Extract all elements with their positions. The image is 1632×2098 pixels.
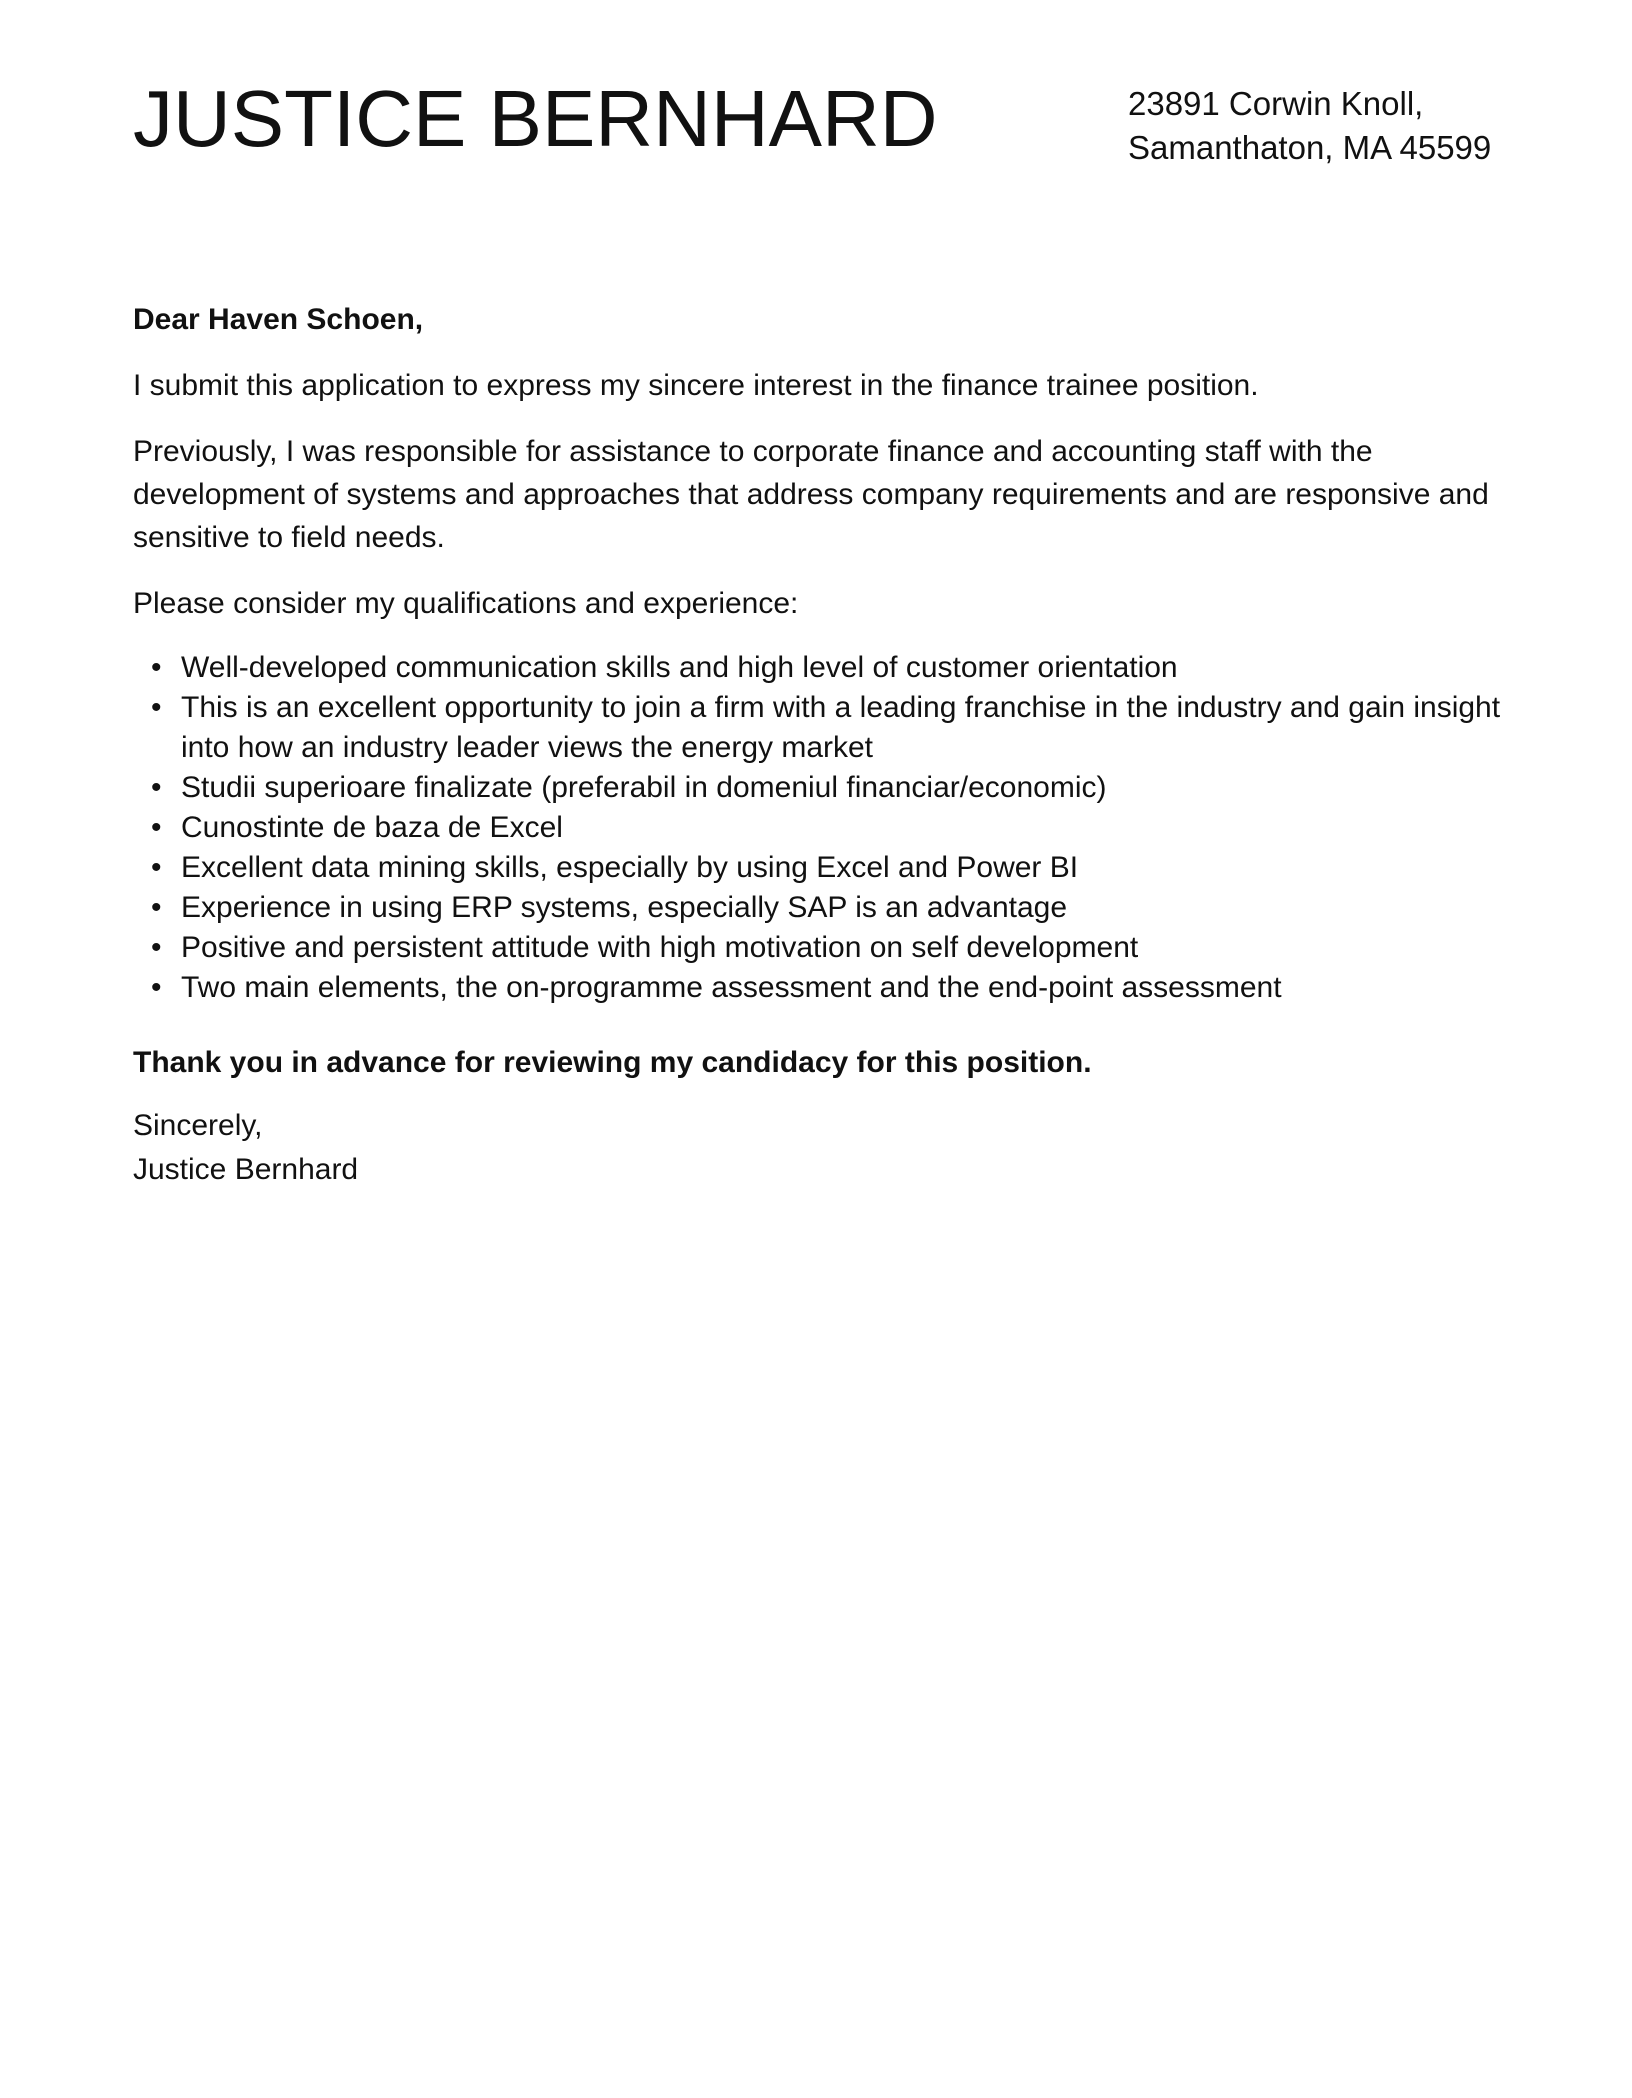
address-line-2: Samanthaton, MA 45599 (1128, 129, 1492, 166)
greeting: Dear Haven Schoen, (133, 303, 424, 336)
list-item: • Positive and persistent attitude with high motivation on self development (181, 928, 1513, 968)
letter-body (133, 298, 1513, 1192)
signature-name: Justice Bernhard (133, 1153, 359, 1186)
list-item: • Cunostinte de baza de Excel (181, 808, 1513, 848)
applicant-name: JUSTICE BERNHARD (133, 74, 938, 163)
closing-sentence: Thank you in advance for reviewing my candidacy for this position. (133, 1046, 1092, 1079)
experience-paragraph: Previously, I was responsible for assistance to corporate finance and accounting staff with the development of systems and approaches that address company requirements and are responsive and sensitive to field needs. (133, 435, 1489, 554)
signoff: Sincerely, (133, 1109, 263, 1142)
list-item: • This is an excellent opportunity to join a firm with a leading franchise in the industry and gain insight into how an industry leader views the energy market (181, 688, 1513, 768)
qualifications-lead: Please consider my qualifications and experience: (133, 587, 799, 620)
address-line-1: 23891 Corwin Knoll, (1128, 85, 1424, 122)
list-item: • Two main elements, the on-programme assessment and the end-point assessment (181, 968, 1513, 1008)
intro-paragraph: I submit this application to express my sincere interest in the finance trainee position. (133, 369, 1259, 402)
qualifications-list (133, 648, 1513, 1008)
list-item: • Studii superioare finalizate (preferabil in domeniul financiar/economic) (181, 768, 1513, 808)
list-item: • Well-developed communication skills and high level of customer orientation (181, 648, 1513, 688)
signoff-block (133, 1104, 1513, 1192)
applicant-address (1128, 82, 1491, 170)
list-item: • Excellent data mining skills, especially by using Excel and Power BI (181, 848, 1513, 888)
list-item: • Experience in using ERP systems, especially SAP is an advantage (181, 888, 1513, 928)
